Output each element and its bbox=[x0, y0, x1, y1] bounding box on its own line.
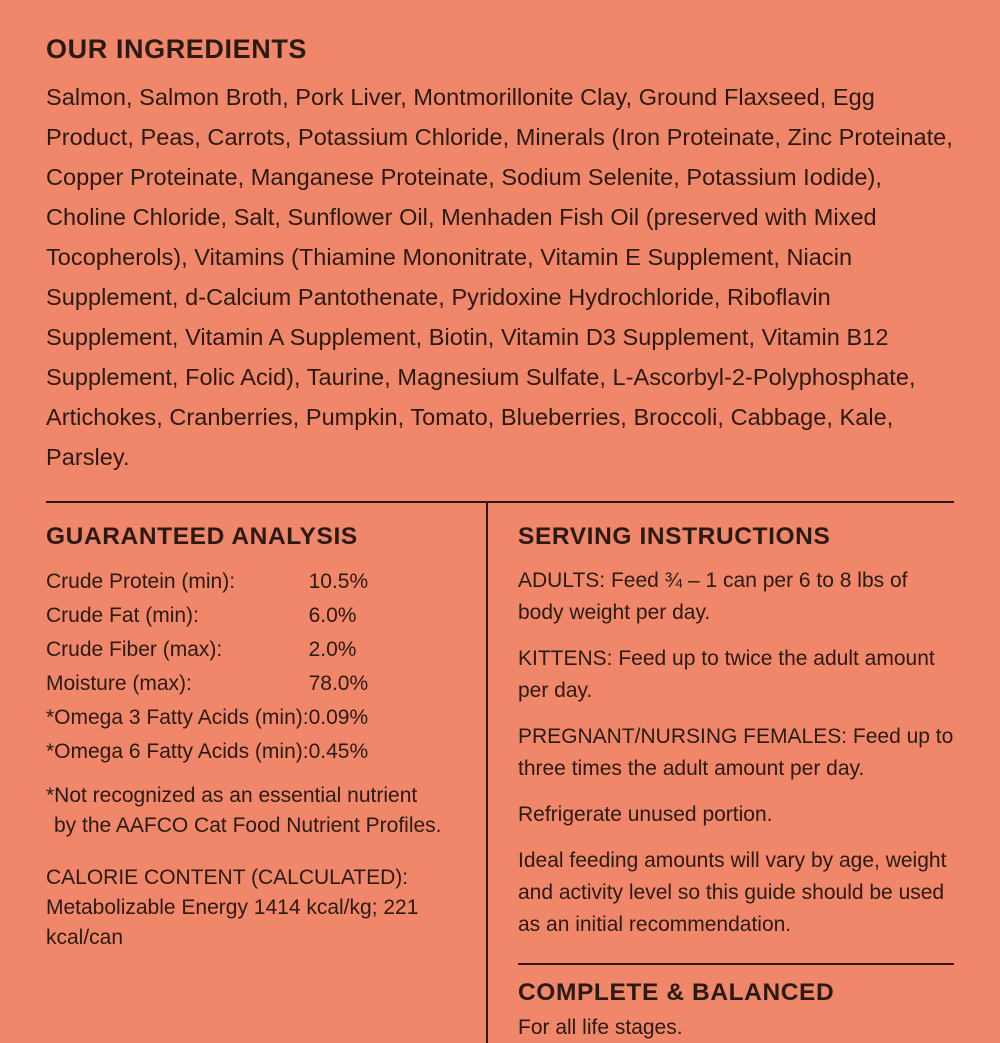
ga-label: Crude Protein (min): bbox=[46, 570, 236, 593]
serving-paragraph-refrigerate: Refrigerate unused portion. bbox=[518, 803, 773, 826]
calorie-content-heading: CALORIE CONTENT (CALCULATED): bbox=[46, 866, 409, 889]
serving-paragraph-kittens: KITTENS: Feed up to twice the adult amount per day. bbox=[518, 647, 935, 702]
ga-label: Moisture (max): bbox=[46, 672, 192, 695]
aafco-footnote-line2: by the AAFCO Cat Food Nutrient Profiles. bbox=[54, 814, 442, 837]
table-row bbox=[46, 565, 460, 599]
ga-value: 6.0% bbox=[308, 604, 357, 627]
ga-label: Crude Fat (min): bbox=[46, 604, 199, 627]
serving-instructions-column bbox=[488, 503, 954, 1043]
ga-value: 78.0% bbox=[308, 672, 369, 695]
complete-balanced-subtitle: For all life stages. bbox=[518, 1016, 683, 1039]
ga-label: *Omega 3 Fatty Acids (min): bbox=[46, 706, 309, 729]
table-row bbox=[46, 735, 460, 769]
ingredients-body: Salmon, Salmon Broth, Pork Liver, Montmorillonite Clay, Ground Flaxseed, Egg Product, Peas, Carrots, Potassium Chloride, Minerals (Iron Proteinate, Zinc Proteinate, Copper Proteinate, Manganese Proteinate, Sodium Selenite, Potassium Iodide), Choline Chloride, Salt, Sunflower Oil, Menhaden Fish Oil (preserved with Mixed Tocopherols), Vitamins (Thiamine Mononitrate, Vitamin E Supplement, Niacin Supplement, d-Calcium Pantothenate, Pyridoxine Hydrochloride, Riboflavin Supplement, Vitamin A Supplement, Biotin, Vitamin D3 Supplement, Vitamin B12 Supplement, Folic Acid), Taurine, Magnesium Sulfate, L-Ascorbyl-2-Polyphosphate, Artichokes, Cranberries, Pumpkin, Tomato, Blueberries, Broccoli, Cabbage, Kale, Parsley. bbox=[46, 84, 953, 470]
table-row bbox=[46, 599, 460, 633]
guaranteed-analysis-title: GUARANTEED ANALYSIS bbox=[46, 523, 358, 550]
aafco-footnote bbox=[46, 781, 460, 841]
ga-value: 2.0% bbox=[308, 638, 357, 661]
complete-balanced-title: COMPLETE & BALANCED bbox=[518, 979, 835, 1006]
serving-paragraph-adults: ADULTS: Feed ¾ – 1 can per 6 to 8 lbs of body weight per day. bbox=[518, 569, 908, 624]
lower-columns bbox=[46, 503, 954, 1043]
table-row bbox=[46, 633, 460, 667]
ga-value: 0.45% bbox=[308, 740, 369, 763]
table-row bbox=[46, 667, 460, 701]
ingredients-title: OUR INGREDIENTS bbox=[46, 34, 308, 64]
serving-paragraph-guidance: Ideal feeding amounts will vary by age, weight and activity level so this guide should be used as an initial recommendation. bbox=[518, 849, 947, 936]
calorie-content-value: Metabolizable Energy 1414 kcal/kg; 221 kcal/can bbox=[46, 896, 419, 949]
table-row bbox=[46, 701, 460, 735]
ga-value: 10.5% bbox=[308, 570, 369, 593]
serving-paragraph-pregnant: PREGNANT/NURSING FEMALES: Feed up to three times the adult amount per day. bbox=[518, 725, 954, 780]
ga-label: Crude Fiber (max): bbox=[46, 638, 223, 661]
guaranteed-analysis-column bbox=[46, 503, 486, 1043]
guaranteed-analysis-table bbox=[46, 565, 460, 769]
serving-instructions-title: SERVING INSTRUCTIONS bbox=[518, 523, 831, 550]
divider-horizontal-bottom bbox=[518, 963, 954, 965]
calorie-content bbox=[46, 863, 460, 953]
ga-label: *Omega 6 Fatty Acids (min): bbox=[46, 740, 309, 763]
aafco-footnote-line1: *Not recognized as an essential nutrient bbox=[46, 784, 418, 807]
ga-value: 0.09% bbox=[308, 706, 369, 729]
